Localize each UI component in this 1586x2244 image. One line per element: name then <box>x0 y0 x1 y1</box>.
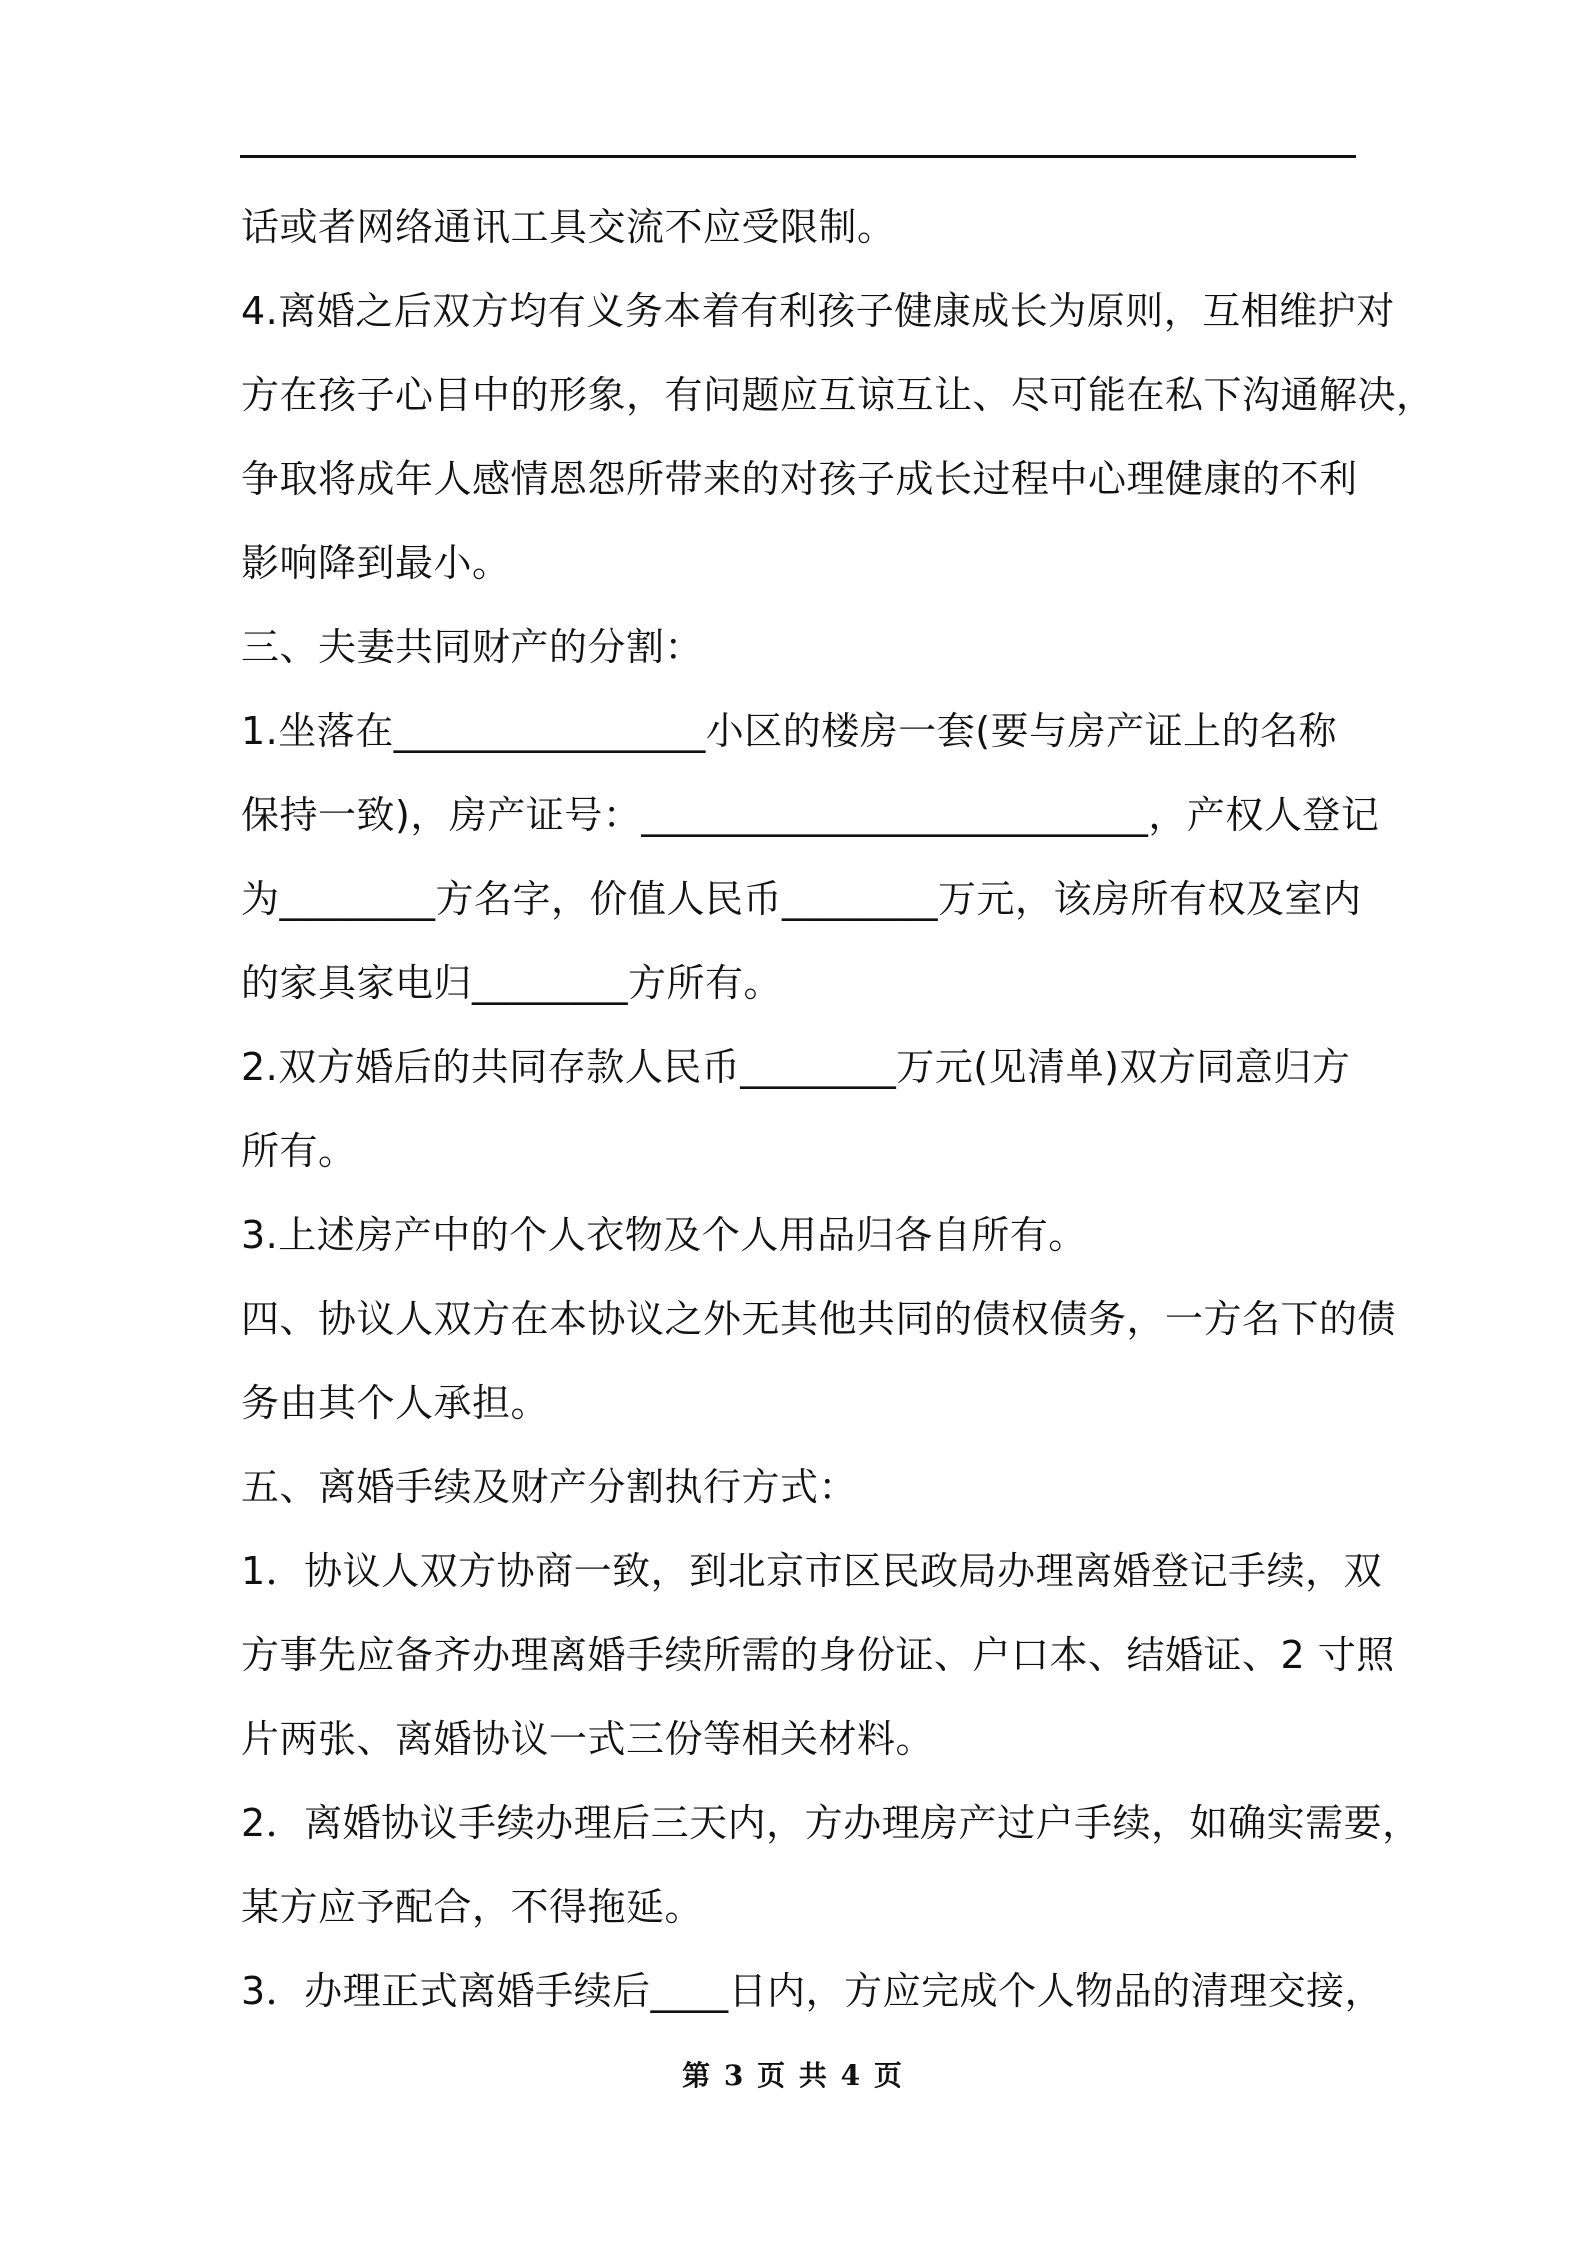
text-line: 1．协议人双方协商一致，到北京市区民政局办理离婚登记手续，双 <box>241 1549 1383 1593</box>
header-rule <box>240 155 1356 158</box>
text-line: 1.坐落在________________小区的楼房一套(要与房产证上的名称 <box>241 709 1338 753</box>
text-line: 影响降到最小。 <box>241 541 511 585</box>
section-heading-debts: 四、协议人双方在本协议之外无其他共同的债权债务，一方名下的债 <box>241 1297 1397 1341</box>
text-line: 为________方名字，价值人民币________万元，该房所有权及室内 <box>241 877 1362 921</box>
text-line: 话或者网络通讯工具交流不应受限制。 <box>241 205 896 249</box>
text-line: 的家具家电归________方所有。 <box>241 961 783 1005</box>
page-number-footer: 第 3 页 共 4 页 <box>682 2059 904 2092</box>
text-line: 务由其个人承担。 <box>241 1381 550 1425</box>
section-heading-property-division: 三、夫妻共同财产的分割： <box>241 625 704 669</box>
text-line: 3.上述房产中的个人衣物及个人用品归各自所有。 <box>241 1213 1087 1257</box>
section-heading-procedures: 五、离婚手续及财产分割执行方式： <box>241 1465 858 1509</box>
text-line: 保持一致)，房产证号：__________________________，产权人登记 <box>241 793 1380 837</box>
text-line: 片两张、离婚协议一式三份等相关材料。 <box>241 1717 935 1761</box>
text-line: 3．办理正式离婚手续后____日内，方应完成个人物品的清理交接， <box>241 1969 1384 2013</box>
document-body <box>241 185 1435 2033</box>
text-line: 2.双方婚后的共同存款人民币________万元(见清单)双方同意归方 <box>241 1045 1351 1089</box>
text-line: 方事先应备齐办理离婚手续所需的身份证、户口本、结婚证、2 寸照 <box>241 1633 1395 1677</box>
text-line: 某方应予配合，不得拖延。 <box>241 1885 704 1929</box>
text-line: 4.离婚之后双方均有义务本着有利孩子健康成长为原则，互相维护对 <box>241 289 1395 333</box>
text-line: 2．离婚协议手续办理后三天内，方办理房产过户手续，如确实需要， <box>241 1801 1421 1845</box>
text-line: 所有。 <box>241 1129 357 1173</box>
text-line: 争取将成年人感情恩怨所带来的对孩子成长过程中心理健康的不利 <box>241 457 1358 501</box>
text-line: 方在孩子心目中的形象，有问题应互谅互让、尽可能在私下沟通解决， <box>241 373 1435 417</box>
